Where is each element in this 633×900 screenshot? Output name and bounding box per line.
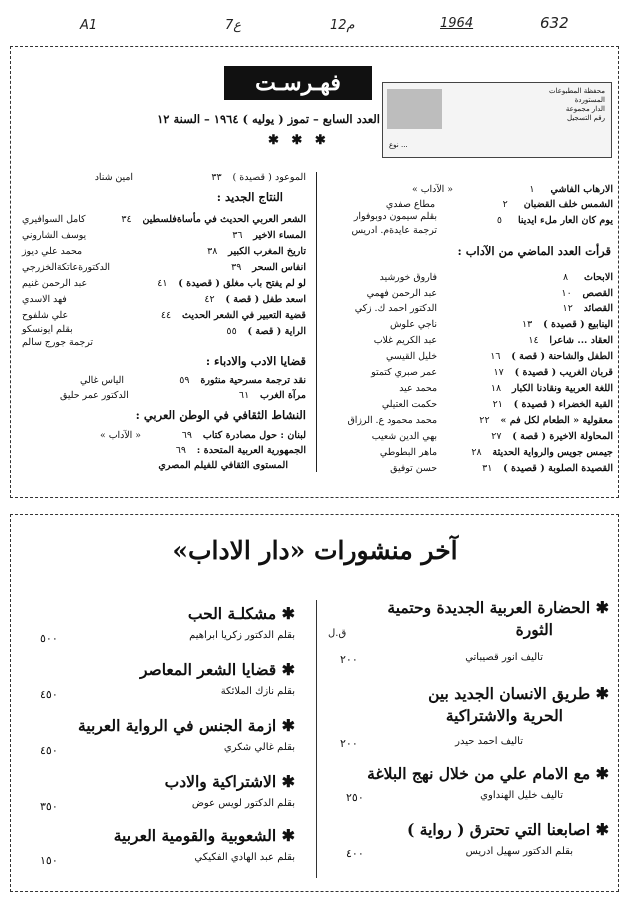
stamp-image xyxy=(387,89,442,129)
toc-entry: المساء الاخير ٣٦ xyxy=(232,230,306,241)
toc-entry: اسعد طفل ( قصة ) ٤٢ xyxy=(204,294,306,305)
ad-divider xyxy=(316,600,317,878)
column-divider xyxy=(316,172,317,472)
toc-entry: جيمس جويس والرواية الحديثة ٢٨ xyxy=(471,447,613,458)
toc-entry: الابحاث ٨ xyxy=(562,272,613,283)
book-author: بقلم الدكتور زكريا ابراهيم xyxy=(189,630,295,641)
book-author: تاليف خليل الهنداوي xyxy=(480,790,563,801)
ad-title: آخر منشورات «دار الاداب» xyxy=(172,536,458,565)
toc-author: بقلم سيمون دوبوفوار xyxy=(353,211,437,222)
handwritten-year: 1964 xyxy=(440,16,474,31)
toc-entry: قضية التعبير في الشعر الحديث ٤٤ xyxy=(160,310,306,321)
stamp-dots: نوع ... xyxy=(389,141,408,149)
toc-author: علي شلفوح xyxy=(22,310,69,321)
book-title: ✱ مع الامام علي من خلال نهج البلاغة xyxy=(367,764,609,783)
toc-author: حسن توفيق xyxy=(390,463,437,474)
section-issues: قضايا الادب والادباء : xyxy=(205,354,306,368)
book-title: ✱ الشعوبية والقومية العربية xyxy=(113,826,295,845)
book-title: ✱ قضايا الشعر المعاصر xyxy=(139,660,295,679)
toc-entry: معقولية « الطعام لكل فم » ٢٢ xyxy=(479,415,613,426)
handwritten-code: 632 xyxy=(540,14,569,32)
toc-entry: الينابيع ( قصيدة ) ١٣ xyxy=(522,319,613,330)
toc-author: عبد الرحمن فهمي xyxy=(366,288,437,299)
toc-entry: الراية ( قصة ) ٥٥ xyxy=(226,326,306,337)
toc-entry: مرآة الغرب ٦١ xyxy=(238,390,306,401)
book-price: ٢٠٠ xyxy=(340,737,358,750)
book-author: بقلم الدكتور سهيل ادريس xyxy=(465,846,573,857)
issue-line: العدد السابع – تموز ( يوليه ) ١٩٦٤ – السنة ١٢ xyxy=(157,112,380,126)
toc-author: يوسف الشاروني xyxy=(22,230,87,241)
toc-author: فهد الاسدي xyxy=(22,294,67,305)
toc-entry: نقد ترجمة مسرحية منثورة ٥٩ xyxy=(179,375,306,386)
toc-author: الدكتورةعاتكةالخزرجي xyxy=(22,262,111,273)
toc-entry: يوم كان العار ملء ايدينا ٥ xyxy=(496,215,613,226)
toc-author: الدكتور عمر حليق xyxy=(60,390,129,401)
toc-entry: القصيدة الصلوبة ( قصيدة ) ٣١ xyxy=(482,463,613,474)
toc-entry: لو لم يفتح باب مغلق ( قصيدة ) ٤١ xyxy=(157,278,306,289)
toc-entry: القصائد ١٢ xyxy=(562,303,613,314)
toc-banner: فهـرسـت xyxy=(224,66,372,100)
library-stamp xyxy=(382,82,612,158)
book-author: بقلم عبد الهادي الفكيكي xyxy=(194,852,295,863)
book-author: بقلم الدكتور لويس عوض xyxy=(191,798,295,809)
book-title: ✱ الحضارة العربية الجديدة وحتمية xyxy=(387,598,609,617)
book-author: بقلم نازك الملائكة xyxy=(220,686,295,697)
book-author: تاليف احمد حيدر xyxy=(455,736,523,747)
toc-entry: لبنان : حول مصادرة كتاب ٦٩ xyxy=(181,430,306,441)
toc-entry: الشمس خلف القضبان ٢ xyxy=(502,199,613,210)
toc-entry: العقاد ... شاعرا ١٤ xyxy=(528,335,613,346)
toc-author: خليل القيسي xyxy=(385,351,437,362)
book-price: ٤٠٠ xyxy=(346,847,364,860)
book-title: ✱ مشكلـة الحب xyxy=(187,604,295,623)
toc-author: ناجي علوش xyxy=(389,319,437,330)
toc-author: محمد عيد xyxy=(399,383,437,394)
book-price: ٢٥٠ xyxy=(346,791,364,804)
toc-author: عبد الكريم غلاب xyxy=(373,335,437,346)
stars: ✱ ✱ ✱ xyxy=(268,133,330,148)
book-title-line2: الحرية والاشتراكية xyxy=(445,706,563,725)
toc-author: عمر صبري كتمتو xyxy=(371,367,437,378)
toc-author: كامل السوافيري xyxy=(22,214,86,225)
book-price: ٤٥٠ xyxy=(40,688,58,701)
book-author: بقلم غالي شكري xyxy=(223,742,295,753)
section-culture: النشاط الثقافي في الوطن العربي : xyxy=(135,408,306,422)
handwritten-mark-1: A1 xyxy=(80,18,98,33)
toc-author: « الآداب » xyxy=(412,184,453,195)
book-title: ✱ الاشتراكية والادب xyxy=(164,772,295,791)
handwritten-mark-2: 7ع xyxy=(225,18,242,33)
toc-entry: قربان الغريب ( قصيدة ) ١٧ xyxy=(493,367,613,378)
toc-author: محمد علي ديوز xyxy=(22,246,83,257)
toc-author: امين شناد xyxy=(94,172,133,183)
toc-entry: القبة الخضراء ( قصيدة ) ٢١ xyxy=(492,399,613,410)
stamp-text: محفظة المطبوعات المستوردة الدار مجموعة رقم التسجيل xyxy=(548,87,605,122)
book-price: ٢٠٠ xyxy=(340,653,358,666)
book-price: ٤٥٠ xyxy=(40,744,58,757)
toc-author: محمد محمود ع. الرزاق xyxy=(347,415,437,426)
book-title: ✱ ازمة الجنس في الرواية العربية xyxy=(78,716,295,735)
toc-author: بهي الدين شعيب xyxy=(371,431,437,442)
toc-author: ماهر البطوطي xyxy=(379,447,437,458)
book-price: ٣٥٠ xyxy=(40,800,58,813)
toc-entry: اللغة العربية ونقادنا الكبار ١٨ xyxy=(490,383,613,394)
toc-author: حكمت العتيلي xyxy=(381,399,437,410)
section-readings: قرأت العدد الماضي من الآداب : xyxy=(457,244,611,258)
toc-entry: الطفل والشاحنة ( قصة ) ١٦ xyxy=(490,351,613,362)
toc-author: الدكتور احمد ك. زكي xyxy=(354,303,437,314)
toc-entry: تاريخ المغرب الكبير ٣٨ xyxy=(207,246,306,257)
toc-entry: الموعود ( قصيدة ) ٣٣ xyxy=(211,172,306,183)
toc-entry: المستوى الثقافي للفيلم المصري xyxy=(158,460,288,471)
book-title: ✱ طريق الانسان الجديد بين xyxy=(428,684,609,703)
toc-author: بقلم ايونسكو xyxy=(22,324,73,335)
toc-author: ترجمة جورج سالم xyxy=(22,337,94,348)
handwritten-mark-3: 12م xyxy=(330,18,355,33)
toc-entry: الشعر العربي الحديث في مأساةفلسطين ٣٤ xyxy=(121,214,306,225)
toc-author: عبد الرحمن غنيم xyxy=(22,278,88,289)
toc-author: الياس غالي xyxy=(80,375,125,386)
book-price: ١٥٠ xyxy=(40,854,58,867)
book-title: ✱ اصابعنا التي تحترق ( رواية ) xyxy=(407,820,609,839)
toc-author: مطاع صفدي xyxy=(385,199,435,210)
toc-entry: القصص ١٠ xyxy=(561,288,613,299)
toc-entry: الارهاب الفاشي ١ xyxy=(529,184,613,195)
toc-entry: انفاس السحر ٣٩ xyxy=(231,262,306,273)
toc-entry: المحاولة الاخيرة ( قصة ) ٢٧ xyxy=(491,431,613,442)
book-price: ٥٠٠ xyxy=(40,632,58,645)
currency-label: ق.ل xyxy=(328,628,347,639)
book-author: تاليف انور قصيباتي xyxy=(465,652,543,663)
toc-author: فاروق خورشيد xyxy=(379,272,437,283)
book-title-line2: الثورة xyxy=(515,620,553,639)
toc-author: ترجمة عايدةم. ادريس xyxy=(351,225,437,236)
toc-author: « الآداب » xyxy=(100,430,141,441)
section-new-production: النتاج الجديد : xyxy=(216,190,283,204)
toc-entry: الجمهورية العربية المتحدة : ٦٩ xyxy=(175,445,306,456)
